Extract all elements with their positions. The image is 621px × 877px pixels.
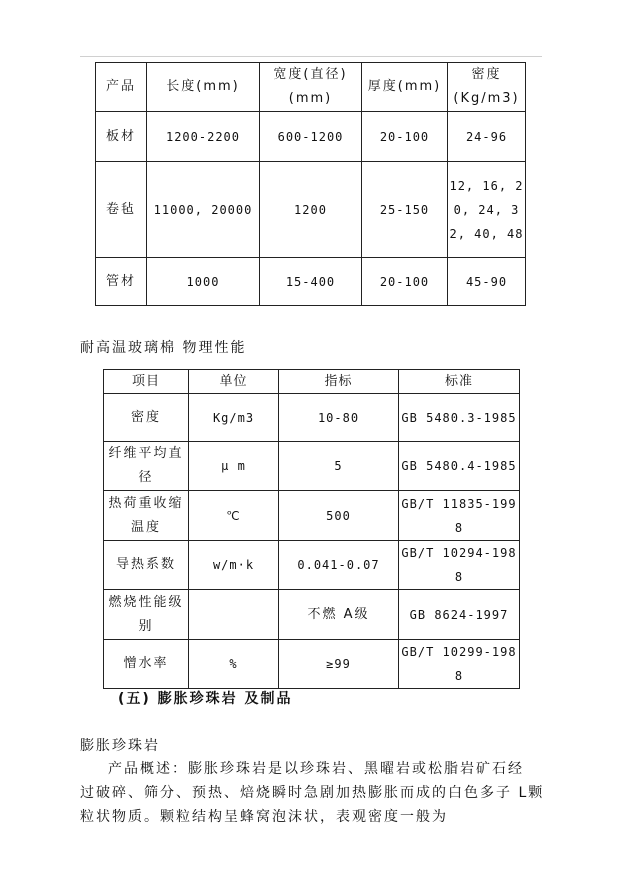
- item-cell: 憎水率: [104, 640, 189, 689]
- standard-cell: GB 5480.4-1985: [399, 442, 520, 491]
- value-cell: 5: [279, 442, 399, 491]
- product-cell: 卷毡: [96, 162, 147, 258]
- header-length: 长度(mm): [147, 63, 260, 112]
- item-cell: 密度: [104, 394, 189, 442]
- unit-cell: ℃: [189, 491, 279, 541]
- item-cell: 燃烧性能级别: [104, 590, 189, 640]
- value-cell: ≥99: [279, 640, 399, 689]
- length-cell: 1000: [147, 258, 260, 306]
- length-cell: 11000, 20000: [147, 162, 260, 258]
- density-cell: 45-90: [448, 258, 526, 306]
- header-value: 指标: [279, 370, 399, 394]
- table-row: [104, 442, 520, 491]
- page-top-rule: [80, 56, 542, 57]
- standard-cell: GB/T 11835-1998: [399, 491, 520, 541]
- paragraph-line-1: 产品概述：膨胀珍珠岩是以珍珠岩、黑曜岩或松脂岩矿石经: [108, 761, 524, 777]
- header-thickness: 厚度(mm): [362, 63, 448, 112]
- header-density: 密度(Kg/m3): [448, 63, 526, 112]
- thickness-cell: 25-150: [362, 162, 448, 258]
- table-row: [104, 491, 520, 541]
- header-standard: 标准: [399, 370, 520, 394]
- table-header-row: [96, 63, 526, 112]
- paragraph-line-3: 粒状物质。颗粒结构呈蜂窝泡沫状，表观密度一般为: [80, 809, 448, 825]
- standard-cell: GB/T 10299-1988: [399, 640, 520, 689]
- table-row: [96, 112, 526, 162]
- value-cell: 500: [279, 491, 399, 541]
- product-dimensions-table: [95, 62, 526, 306]
- subheading-perlite: 膨胀珍珠岩: [80, 738, 160, 754]
- table-row: [104, 541, 520, 590]
- section-heading-perlite: (五) 膨胀珍珠岩 及制品: [118, 691, 293, 707]
- header-item: 项目: [104, 370, 189, 394]
- header-width: 宽度(直径)(mm): [260, 63, 362, 112]
- width-cell: 15-400: [260, 258, 362, 306]
- table-row: [104, 394, 520, 442]
- value-cell: 0.041-0.07: [279, 541, 399, 590]
- length-cell: 1200-2200: [147, 112, 260, 162]
- unit-cell: Kg/m3: [189, 394, 279, 442]
- section-title-glass-wool: 耐高温玻璃棉 物理性能: [80, 340, 247, 356]
- product-cell: 板材: [96, 112, 147, 162]
- item-cell: 纤维平均直径: [104, 442, 189, 491]
- table-row: [104, 590, 520, 640]
- width-cell: 600-1200: [260, 112, 362, 162]
- width-cell: 1200: [260, 162, 362, 258]
- product-cell: 管材: [96, 258, 147, 306]
- unit-cell: μ m: [189, 442, 279, 491]
- standard-cell: GB/T 10294-1988: [399, 541, 520, 590]
- item-cell: 热荷重收缩温度: [104, 491, 189, 541]
- density-cell: 12, 16, 20, 24, 32, 40, 48: [448, 162, 526, 258]
- paragraph-line-2: 过破碎、筛分、预热、焙烧瞬时急剧加热膨胀而成的白色多子 L颗: [80, 785, 545, 801]
- unit-cell: [189, 590, 279, 640]
- standard-cell: GB 5480.3-1985: [399, 394, 520, 442]
- density-cell: 24-96: [448, 112, 526, 162]
- table-row: [104, 640, 520, 689]
- table-header-row: [104, 370, 520, 394]
- standard-cell: GB 8624-1997: [399, 590, 520, 640]
- unit-cell: %: [189, 640, 279, 689]
- header-product: 产品: [96, 63, 147, 112]
- thickness-cell: 20-100: [362, 112, 448, 162]
- header-unit: 单位: [189, 370, 279, 394]
- unit-cell: w/m·k: [189, 541, 279, 590]
- table-row: [96, 258, 526, 306]
- item-cell: 导热系数: [104, 541, 189, 590]
- table-row: [96, 162, 526, 258]
- thickness-cell: 20-100: [362, 258, 448, 306]
- value-cell: 10-80: [279, 394, 399, 442]
- physical-properties-table: [103, 369, 520, 689]
- value-cell: 不燃 A级: [279, 590, 399, 640]
